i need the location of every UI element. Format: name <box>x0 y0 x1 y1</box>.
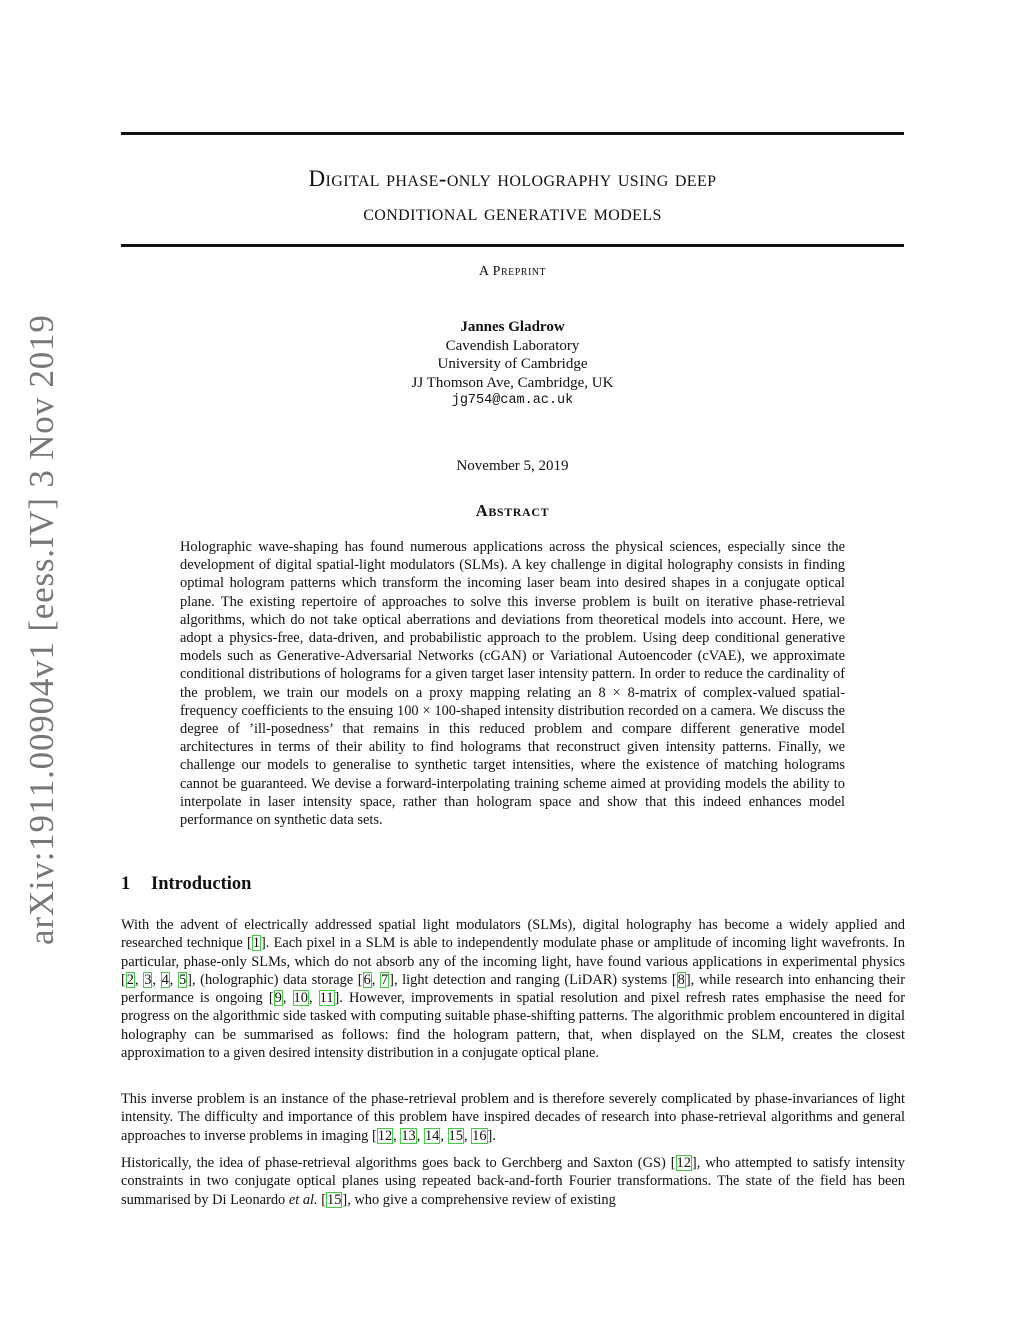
text-run: ], who give a comprehensive review of existing <box>342 1191 616 1208</box>
et-al: et al. <box>288 1191 318 1208</box>
citation-link[interactable]: 11 <box>319 990 334 1007</box>
abstract-heading: Abstract <box>475 501 550 520</box>
citation-link[interactable]: 15 <box>327 1191 342 1208</box>
citation-link[interactable]: 9 <box>274 990 282 1007</box>
publication-date: November 5, 2019 <box>456 458 569 474</box>
preprint-label: A Preprint <box>478 264 547 279</box>
text-run: ], light detection and ranging (LiDAR) systems [ <box>389 971 677 988</box>
title-line-1-rest: igital phase-only holography using deep <box>325 166 717 191</box>
author-affiliation-lab: Cavendish Laboratory <box>445 337 580 354</box>
text-run: [ <box>317 1191 327 1208</box>
citation-link[interactable]: 14 <box>424 1127 440 1144</box>
author-name: Jannes Gladrow <box>460 319 565 335</box>
text-run: ], while research into enhancing their performance is ongoing [ <box>121 971 905 1007</box>
abstract-body: Holographic wave-shaping has found numerous applications across the physical sciences, especially since the development of digital spatial-light modulators (SLMs). A key challenge in digital holography consists in finding optimal hologram patterns which transform the incoming laser beam into desired shapes in a conjugate optical plane. The existing repertoire of approaches to solve this inverse problem is built on iterative phase-retrieval algorithms, which do not take optical aberrations and deviations from theoretical models into account. Here, we adopt a physics-free, data-driven, and probabilistic approach to the problem. Using deep conditional generative models such as Generative-Adversarial Networks (cGAN) or Variational Autoencoder (cVAE), we approximate conditional distributions of holograms for a given target laser intensity pattern. In order to reduce the cardinality of the problem, we train our models on a proxy mapping relating an 8 × 8-matrix of complex-valued spatial-frequency coefficients to the ensuing 100 × 100-shaped intensity distribution recorded on a camera. We discuss the degree of ’ill-posedness’ that remains in this reduced problem and compare different generative model architectures in terms of their ability to find holograms that reconstruct given intensity patterns. Finally, we challenge our models to generalise to synthetic target intensities, where the existence of matching holograms cannot be guaranteed. We devise a forward-interpolating training scheme aimed at providing models the ability to interpolate in laser intensity space, rather than hologram space and show that this indeed enhances model performance on synthetic data sets. <box>180 539 845 829</box>
citation-link[interactable]: 6 <box>363 971 371 988</box>
title-line-2: conditional generative models <box>363 200 662 225</box>
author-affiliation-university: University of Cambridge <box>437 356 588 372</box>
citation-link[interactable]: 12 <box>676 1155 691 1171</box>
author-address: JJ Thomson Ave, Cambridge, UK <box>411 374 614 391</box>
author-email[interactable]: jg754@cam.ac.uk <box>451 393 574 408</box>
title-top-rule <box>121 132 904 135</box>
citation-link[interactable]: 16 <box>472 1127 487 1144</box>
citation-link[interactable]: 15 <box>448 1127 463 1144</box>
text-run: ]. However, improvements in spatial resolution and pixel refresh rates emphasise the need for progress on the algorithmic side tasked with computing suitable phase-shifting patterns. The algorithmic problem encountered in digital holography can be summarised as follows: find the hologram pattern, that, when displayed on the SLM, creates the closest approximation to a given desired intensity distribution in a conjugate optical plane. <box>121 990 905 1062</box>
citation-link[interactable]: 1 <box>252 935 260 952</box>
text-run: Historically, the idea of phase-retrieval algorithms goes back to Gerchberg and Saxton (GS) [ <box>121 1155 676 1171</box>
citation-link[interactable]: 3 <box>144 971 152 988</box>
text-run: This inverse problem is an instance of the phase-retrieval problem and is therefore severely complicated by phase-invariances of light intensity. The difficulty and importance of this problem have inspired decades of research into phase-retrieval algorithms and general approaches to inverse problems in imaging [ <box>121 1091 905 1144</box>
text-run: ], (holographic) data storage [ <box>187 971 363 988</box>
text-run: With the advent of electrically addressed spatial light modulators (SLMs), digital holography has become a widely applied and researched technique [ <box>121 917 905 952</box>
author-block <box>121 318 904 411</box>
citation-link[interactable]: 10 <box>293 990 308 1007</box>
citation-link[interactable]: 4 <box>161 971 169 988</box>
citation-link[interactable]: 13 <box>401 1127 416 1144</box>
citation-link[interactable]: 5 <box>178 971 187 988</box>
citation-link[interactable]: 7 <box>380 971 389 988</box>
arxiv-identifier-stamp: arXiv:1911.00904v1 [eess.IV] 3 Nov 2019 <box>22 314 61 945</box>
title-bottom-rule <box>121 244 904 247</box>
title-initial: D <box>308 166 326 191</box>
citation-link[interactable]: 2 <box>126 971 134 988</box>
section-number: 1 <box>121 874 131 894</box>
section-heading-introduction <box>121 874 251 895</box>
citation-link[interactable]: 8 <box>677 971 685 988</box>
citation-link[interactable]: 12 <box>377 1127 393 1144</box>
paper-title <box>121 162 904 230</box>
intro-paragraph-2: This inverse problem is an instance of the phase-retrieval problem and is therefore severely complicated by phase-invariances of light intensity. The difficulty and importance of this problem have inspired decades of research into phase-retrieval algorithms and general approaches to inverse problems in imaging [12, 13, 14, 15, 16]. <box>121 1091 905 1144</box>
intro-paragraph-1: With the advent of electrically addressed spatial light modulators (SLMs), digital holography has become a widely applied and researched technique [1]. Each pixel in a SLM is able to independently modulate phase or amplitude of incoming light wavefronts. In particular, phase-only SLMs, which do not absorb any of the incoming light, have found various applications in experimental physics [2, 3, 4, 5], (holographic) data storage [6, 7], light detection and ranging (LiDAR) systems [8], while research into enhancing their performance is ongoing [9, 10, 11]. However, improvements in spatial resolution and pixel refresh rates emphasise the need for progress on the algorithmic side tasked with computing suitable phase-shifting patterns. The algorithmic problem encountered in digital holography can be summarised as follows: find the hologram pattern, that, when displayed on the SLM, creates the closest approximation to a given desired intensity distribution in a conjugate optical plane. <box>121 917 905 1062</box>
section-title: Introduction <box>151 874 252 894</box>
text-run: ]. Each pixel in a SLM is able to independently modulate phase or amplitude of incoming light wavefronts. In particular, phase-only SLMs, which do not absorb any of the incoming light, have found various applications in experimental physics [ <box>121 935 905 988</box>
text-run: ]. <box>487 1127 496 1144</box>
intro-paragraph-3 <box>121 1154 905 1209</box>
text-run: ], who attempted to satisfy intensity constraints in two conjugate optical planes using repeated back-and-forth Fourier transformations. The state of the field has been summarised by Di Leonardo <box>121 1155 905 1208</box>
